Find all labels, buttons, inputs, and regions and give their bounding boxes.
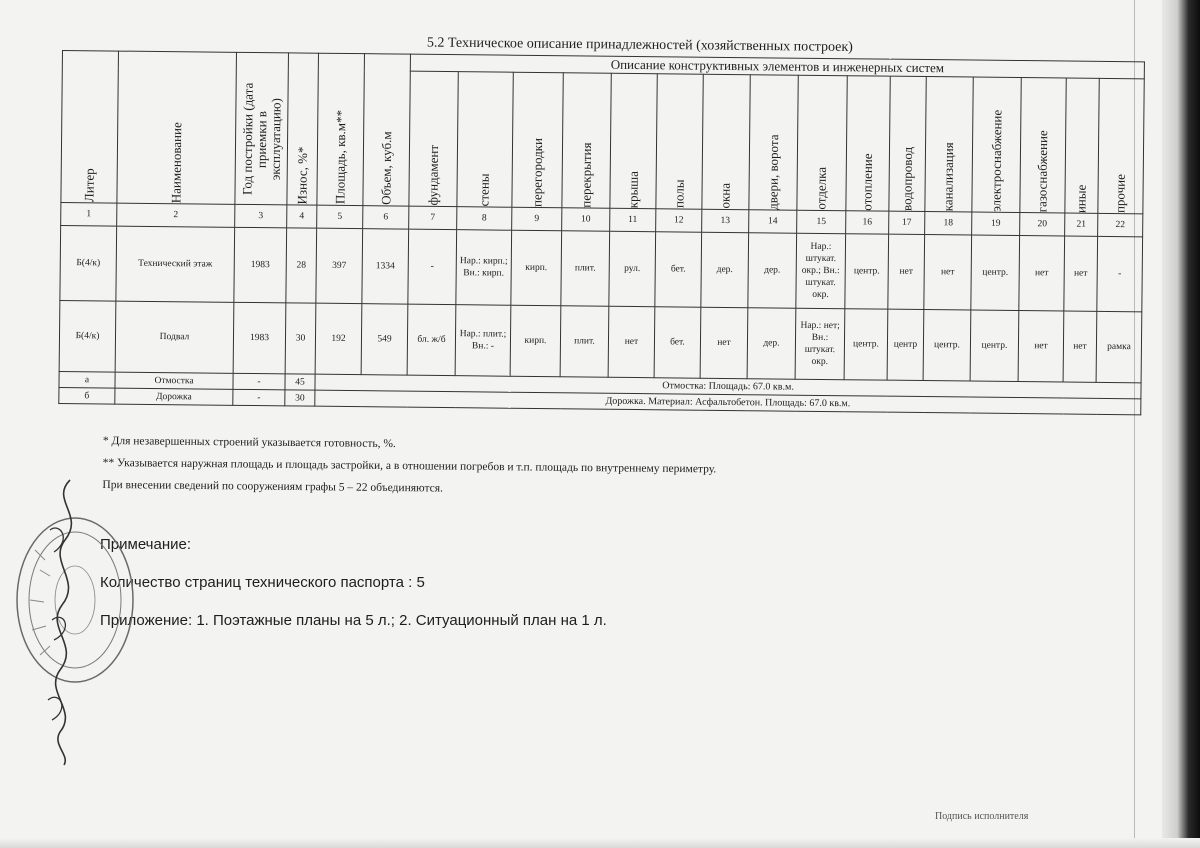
header-element: прочие: [1098, 78, 1145, 213]
cell-wear: 30: [285, 303, 316, 374]
column-number: 14: [749, 210, 797, 234]
column-number: 8: [457, 207, 512, 231]
cell-element: дер.: [748, 233, 797, 308]
notes-section: [100, 532, 800, 646]
header-element: фундамент: [409, 71, 458, 206]
notes-attachment: Приложение: 1. Поэтажные планы на 5 л.; 2. Ситуационный план на 1 л.: [100, 612, 607, 629]
header-element: электроснабжение: [972, 77, 1021, 212]
cell-element: нет: [1063, 311, 1097, 382]
cell-element: -: [408, 229, 457, 304]
cell-element: бет.: [654, 307, 701, 378]
column-number: 3: [235, 204, 287, 228]
cell-area: 397: [316, 228, 363, 303]
header-description-group: Описание конструктивных элементов и инженерных систем: [410, 54, 1144, 79]
cell-element: центр.: [970, 310, 1019, 381]
header-element: перегородки: [512, 72, 563, 208]
column-number: 9: [512, 207, 562, 231]
table-row: [59, 300, 1142, 382]
header-element: крыша: [610, 73, 657, 208]
header-element: отопление: [846, 76, 890, 211]
cell-year: 1983: [233, 302, 286, 374]
column-number: 11: [610, 208, 656, 231]
cell-name: Дорожка: [115, 388, 233, 405]
cell-element: нет: [888, 234, 925, 309]
column-number: 18: [925, 212, 972, 235]
column-number: 13: [702, 209, 749, 232]
footnote-structures: При внесении сведений по сооружениям графы 5 – 22 объединяются.: [102, 478, 443, 495]
cell-wear: 45: [285, 374, 315, 390]
column-number: 21: [1065, 213, 1098, 236]
column-number: 19: [972, 212, 1020, 236]
handwritten-signature-icon: [30, 470, 100, 770]
column-number: 17: [889, 211, 925, 234]
column-number: 12: [656, 209, 702, 232]
scan-bottom-shadow: [0, 838, 1200, 848]
header-element: отделка: [797, 75, 847, 211]
cell-element: кирп.: [510, 305, 561, 377]
column-number: 15: [797, 210, 846, 234]
cell-element: кирп.: [511, 230, 562, 306]
notes-heading: Примечание:: [100, 536, 191, 553]
cell-liter: б: [59, 387, 115, 404]
scan-edge-shadow: [1162, 0, 1200, 848]
cell-element: нет: [1064, 236, 1098, 311]
column-number: 4: [287, 205, 317, 228]
cell-wear: 30: [285, 390, 315, 406]
cell-element: -: [1097, 236, 1143, 311]
cell-year: 1983: [234, 227, 287, 303]
cell-element: Нар.: нет; Вн.: штукат. окр.: [795, 308, 845, 380]
cell-area: 192: [315, 303, 362, 374]
notes-page-count: Количество страниц технического паспорта : 5: [100, 574, 425, 591]
cell-element: бет.: [655, 232, 702, 307]
header-year: Год постройки (дата приемки в эксплуатацию): [235, 52, 289, 205]
cell-element: центр.: [844, 309, 888, 380]
column-number: 6: [363, 206, 409, 229]
cell-element: центр.: [971, 235, 1020, 310]
cell-merged: Дорожка. Материал: Асфальтобетон. Площадь: 67.0 кв.м.: [315, 390, 1141, 415]
technical-description-table: [58, 50, 1144, 444]
cell-liter: Б(4/к): [60, 225, 117, 301]
cell-element: нет: [1018, 311, 1064, 382]
header-element: полы: [656, 74, 703, 209]
column-number: 10: [562, 208, 610, 232]
header-element: иные: [1065, 78, 1099, 213]
header-liter: Литер: [61, 51, 119, 204]
cell-element: центр.: [923, 310, 971, 381]
header-area: Площадь, кв.м**: [317, 53, 365, 205]
header-element: водопровод: [889, 76, 926, 211]
cell-element: рамка: [1096, 311, 1142, 382]
cell-volume: 549: [361, 304, 408, 375]
column-number: 7: [409, 206, 457, 230]
cell-element: нет: [924, 235, 972, 310]
table-grid: [58, 50, 1145, 415]
footnote-area: ** Указывается наружная площадь и площадь застройки, а в отношении погребов и т.п. площадь по внутреннему периметру.: [102, 456, 717, 476]
footnote-readiness: * Для незавершенных строений указывается готовность, %.: [102, 434, 396, 451]
column-number: 22: [1098, 213, 1143, 236]
cell-liter: а: [59, 371, 115, 388]
executor-signature-label: Подпись исполнителя: [935, 811, 1029, 822]
cell-element: дер.: [701, 232, 749, 307]
cell-element: нет: [1019, 236, 1065, 311]
cell-liter: Б(4/к): [59, 300, 116, 372]
column-number: 5: [317, 205, 363, 228]
header-element: перекрытия: [562, 73, 611, 208]
header-element: окна: [702, 74, 750, 209]
cell-name: Технический этаж: [116, 226, 235, 302]
header-element: двери, ворота: [749, 75, 798, 210]
cell-element: плит.: [561, 231, 610, 306]
cell-merged: Отмостка: Площадь: 67.0 кв.м.: [315, 374, 1141, 399]
cell-name: Подвал: [115, 301, 234, 373]
column-number: 1: [61, 202, 117, 226]
column-number: 2: [117, 203, 235, 227]
header-wear: Износ, %*: [287, 53, 319, 205]
cell-element: дер.: [747, 308, 796, 379]
cell-element: Нар.: кирп.; Вн.: кирп.: [456, 230, 512, 306]
cell-element: бл. ж/б: [407, 304, 456, 375]
cell-element: Нар.: плит.; Вн.: -: [455, 305, 511, 377]
cell-name: Отмостка: [115, 372, 233, 389]
cell-volume: 1334: [362, 229, 409, 304]
cell-element: нет: [608, 306, 655, 377]
cell-element: плит.: [560, 306, 609, 377]
cell-element: центр.: [845, 234, 889, 309]
header-element: стены: [457, 72, 513, 208]
cell-year: -: [233, 389, 285, 406]
cell-element: Нар.: штукат. окр.; Вн.: штукат. окр.: [796, 233, 846, 309]
cell-wear: 28: [286, 228, 317, 303]
page-title: 5.2 Техническое описание принадлежностей (хозяйственных построек): [426, 35, 853, 55]
table-row: [60, 225, 1143, 311]
cell-element: центр: [887, 309, 924, 380]
header-volume: Объем, куб.м: [363, 54, 411, 206]
cell-element: нет: [700, 307, 748, 378]
column-number: 20: [1020, 213, 1065, 236]
header-name: Наименование: [117, 51, 237, 204]
header-element: газоснабжение: [1020, 78, 1066, 213]
header-element: канализация: [925, 77, 973, 212]
cell-element: рул.: [609, 231, 656, 306]
cell-year: -: [233, 373, 285, 390]
footnotes: [102, 433, 1003, 503]
column-number: 16: [846, 211, 889, 234]
